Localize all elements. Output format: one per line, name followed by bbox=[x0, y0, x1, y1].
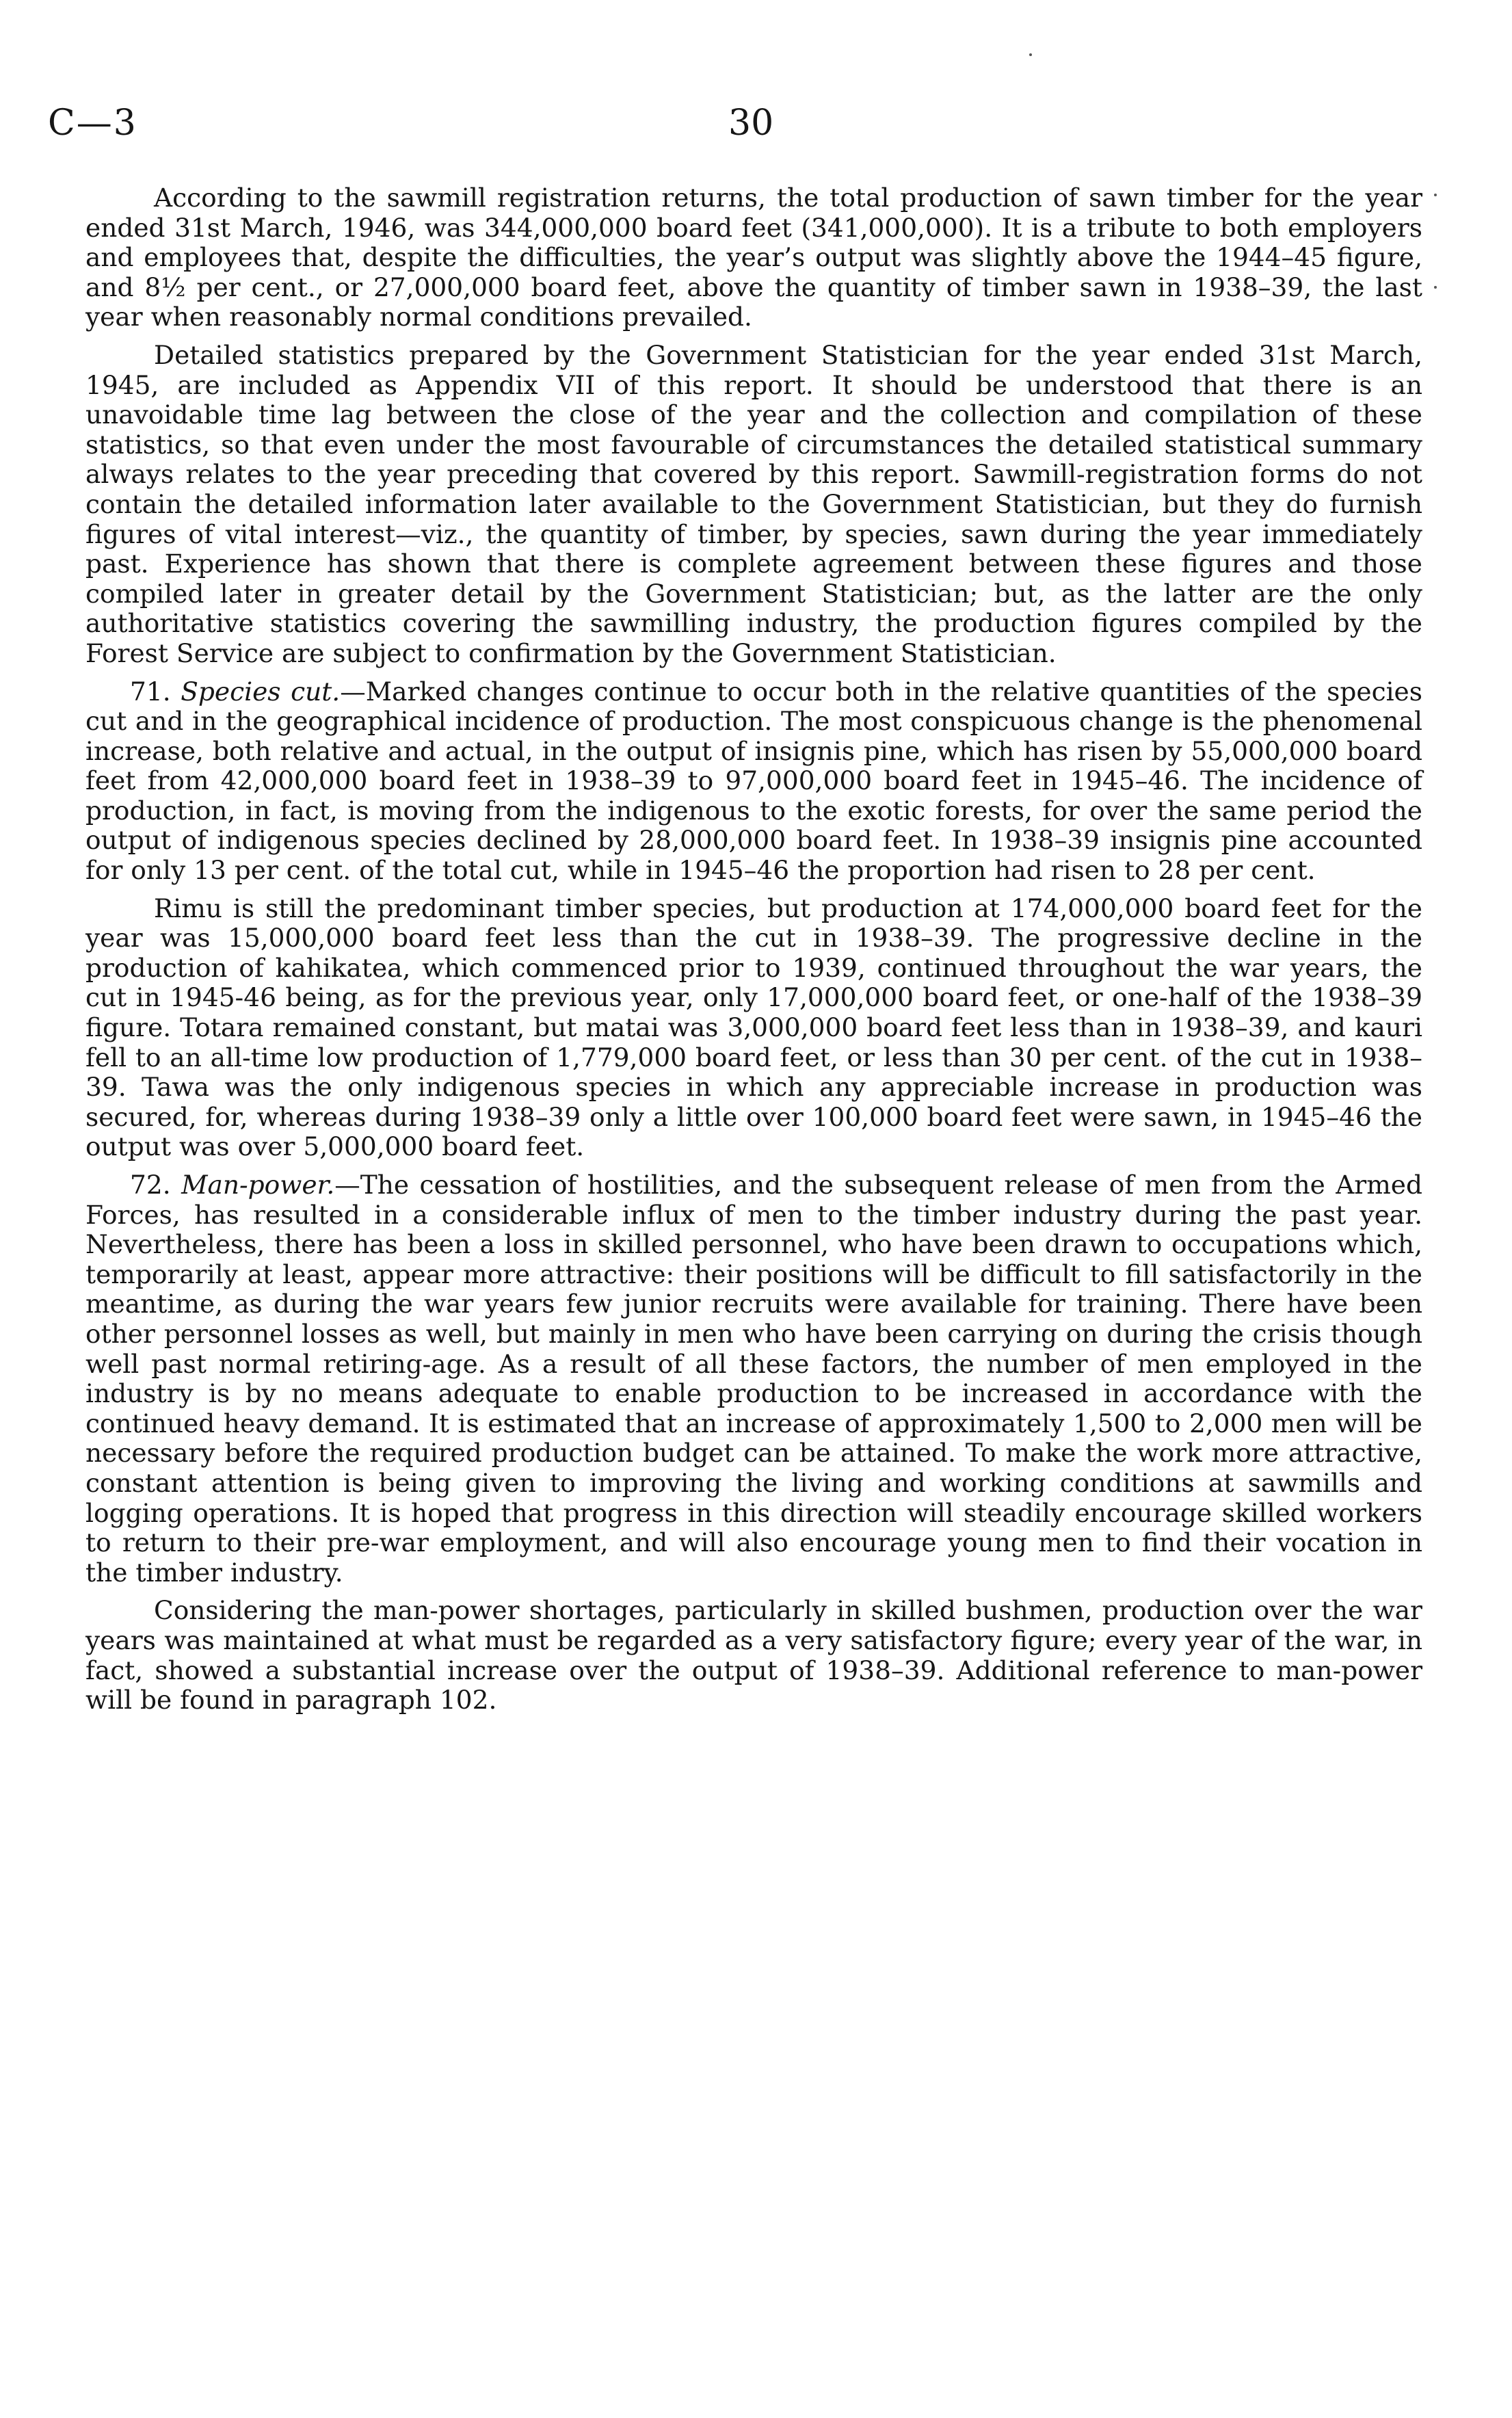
paragraph-rimu-production: Rimu is still the predominant timber species, but production at 174,000,000 board feet for the year was 15,000,000 board feet less than the cut in 1938–39. The progressive decline in the production of kahikatea, which commenced prior to 1939, continued throughout the war years, the cut in 1945-46 being, as for the previous year, only 17,000,000 board feet, or one-half of the 1938–39 figure. Totara remained constant, but matai was 3,000,000 board feet less than in 1938–39, and kauri fell to an all-time low production of 1,779,000 board feet, or less than 30 per cent. of the cut in 1938–39. Tawa was the only indigenous species in which any appreciable increase in production was secured, for, whereas during 1938–39 only a little over 100,000 board feet were sawn, in 1945–46 the output was over 5,000,000 board feet. bbox=[85, 893, 1422, 1162]
body-text bbox=[85, 183, 1422, 1724]
paragraph-text: The cessation of hostilities, and the subsequent release of men from the Armed Forces, has resulted in a considerable influx of men to the timber industry during the past year. Nevertheless, there has been a loss in skilled personnel, who have been drawn to occupations which, temporarily at least, appear more attractive: their positions will be difficult to fill satisfactorily in the meantime, as during the war years few junior recruits were available for training. There have been other personnel losses as well, but mainly in men who have been carrying on during the crisis though well past normal retiring-age. As a result of all these factors, the number of men employed in the industry is by no means adequate to enable production to be increased in accordance with the continued heavy demand. It is estimated that an increase of approximately 1,500 to 2,000 men will be necessary before the required production budget can be attained. To make the work more attractive, constant attention is being given to improving the living and working conditions at sawmills and logging operations. It is hoped that progress in this direction will steadily encourage skilled workers to return to their pre-war employment, and will also encourage young men to find their vocation in the timber industry. bbox=[85, 1170, 1422, 1588]
document-reference: C—3 bbox=[48, 103, 137, 144]
paragraph-number: 71. bbox=[130, 676, 171, 707]
scan-speck bbox=[1029, 53, 1032, 56]
side-heading-man-power: Man-power. bbox=[181, 1170, 335, 1200]
scan-speck bbox=[1434, 194, 1437, 196]
paragraph-sawmill-returns: According to the sawmill registration returns, the total production of sawn timber for the year ended 31st March, 1946, was 344,000,000 board feet (341,000,000). It is a tribute to both employers and employees that, despite the difficulties, the year’s output was slightly above the 1944–45 figure, and 8½ per cent., or 27,000,000 board feet, above the quantity of timber sawn in 1938–39, the last year when reasonably normal conditions prevailed. bbox=[85, 183, 1422, 332]
page-header bbox=[0, 103, 1512, 157]
paragraph-number: 72. bbox=[130, 1170, 171, 1200]
paragraph-man-power-shortages: Considering the man-power shortages, particularly in skilled bushmen, production over the war years was maintained at what must be regarded as a very satisfactory figure; every year of the war, in fact, showed a substantial increase over the output of 1938–39. Additional reference to man-power will be found in paragraph 102. bbox=[85, 1595, 1422, 1716]
paragraph-72-man-power bbox=[85, 1170, 1422, 1588]
paragraph-detailed-statistics: Detailed statistics prepared by the Government Statistician for the year ended 31st March, 1945, are included as Appendix VII of this report. It should be understood that there is an unavoidable time lag between the close of the year and the collection and compilation of these statistics, so that even under the most favourable of circumstances the detailed statistical summary always relates to the year preceding that covered by this report. Sawmill-registration forms do not contain the detailed information later available to the Government Statistician, but they do furnish figures of vital interest—viz., the quantity of timber, by species, sawn during the year immediately past. Experience has shown that there is complete agreement between these figures and those compiled later in greater detail by the Government Statistician; but, as the latter are the only authoritative statistics covering the sawmilling industry, the production figures compiled by the Forest Service are subject to confirmation by the Government Statistician. bbox=[85, 339, 1422, 668]
page-number: 30 bbox=[728, 103, 774, 144]
paragraph-text: Marked changes continue to occur both in the relative quantities of the species cut and in the geographical incidence of production. The most conspicuous change is the phenomenal increase, both relative and actual, in the output of insignis pine, which has risen by 55,000,000 board feet from 42,000,000 board feet in 1938–39 to 97,000,000 board feet in 1945–46. The incidence of production, in fact, is moving from the indigenous to the exotic forests, for over the same period the output of indigenous species declined by 28,000,000 board feet. In 1938–39 insignis pine accounted for only 13 per cent. of the total cut, while in 1945–46 the proportion had risen to 28 per cent. bbox=[85, 676, 1422, 886]
paragraph-71-species-cut bbox=[85, 677, 1422, 886]
side-heading-species-cut: Species cut. bbox=[181, 676, 341, 707]
heading-dash: — bbox=[340, 676, 366, 707]
heading-dash: — bbox=[334, 1170, 360, 1200]
scan-speck bbox=[1434, 286, 1437, 289]
